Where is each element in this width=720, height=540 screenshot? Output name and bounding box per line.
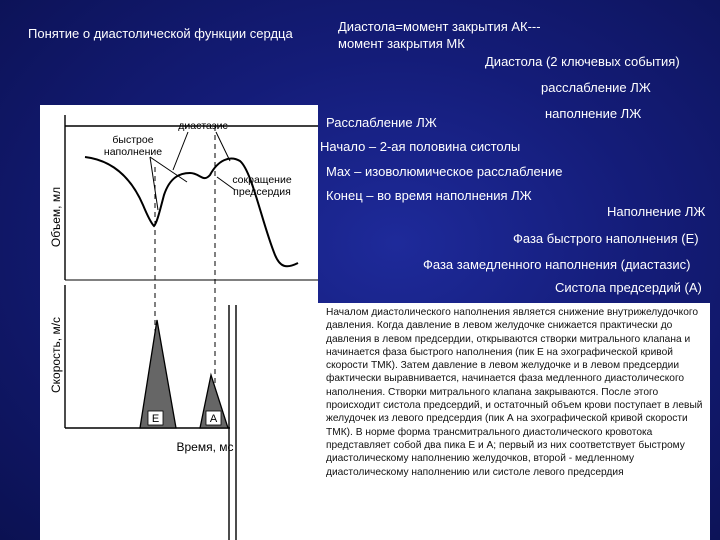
- diastole-definition: [338, 18, 541, 52]
- relaxation-max: Max – изоволюмическое расслабление: [326, 164, 563, 179]
- relaxation-heading: Расслабление ЛЖ: [326, 115, 437, 130]
- relaxation-start: Начало – 2-ая половина систолы: [320, 139, 521, 154]
- key-events-heading: Диастола (2 ключевых события): [485, 54, 680, 69]
- definition-line-2: момент закрытия МК: [338, 36, 465, 51]
- event-filling: наполнение ЛЖ: [545, 106, 642, 121]
- explanation-paragraph: Началом диастолического наполнения является снижение внутрижелудочкого давления. Когда давление в левом желудочке снижается практически до давления в левом предсердии, открываются створки митрального клапана и начинается фаза быстрого наполнения (пик Е на эхографической кривой скорости ТМК). Затем давление в левом желудочке и в левом предсердии фактически выравнивается, начинается фаза медленного диастолического наполнения. Створки митрального клапана закрываются. После этого происходит систола предсердий, и остаточный объем крови поступает в левый желудочек из левого предсердия (пик А на эхографической кривой скорости ТМК). В норме форма трансмитрального диастолического кровотока представляет собой два пика Е и А; первый из них соответствует быстрому диастолическому наполнению желудочков, второй - медленному диастолическому наполнению или систоле левого предсердия: [318, 303, 710, 540]
- relaxation-end: Конец – во время наполнения ЛЖ: [326, 188, 532, 203]
- rapid-filling-pointer-1: [150, 157, 158, 210]
- slide-title: Понятие о диастолической функции сердца: [28, 26, 293, 41]
- diastasis-pointer-1: [173, 132, 188, 170]
- phase-atrial: Систола предсердий (А): [555, 280, 702, 295]
- atrial-contraction-label-2: предсердия: [233, 186, 291, 198]
- rapid-filling-label-2: наполнение: [103, 146, 163, 158]
- phase-rapid: Фаза быстрого наполнения (Е): [513, 231, 699, 246]
- event-relaxation: расслабление ЛЖ: [541, 80, 651, 95]
- atrial-contraction-label-1: сокращение: [232, 174, 292, 186]
- e-peak-label: Е: [151, 413, 160, 425]
- rapid-filling-pointer-2: [150, 157, 187, 182]
- velocity-axis-label: Скорость, м/с: [49, 316, 63, 394]
- a-peak-label: А: [209, 413, 218, 425]
- diastole-figure: [40, 105, 318, 540]
- diastasis-pointer-2: [216, 132, 230, 161]
- diastole-diagram: [40, 105, 318, 540]
- phase-slow: Фаза замедленного наполнения (диастазис): [423, 257, 691, 272]
- rapid-filling-label-1: быстрое: [112, 134, 154, 146]
- diastasis-label: диастазис: [178, 120, 228, 132]
- volume-axis-label: Объем, мл: [49, 186, 63, 248]
- time-axis-label: Время, мс: [176, 440, 234, 454]
- filling-heading: Наполнение ЛЖ: [607, 204, 706, 219]
- definition-line-1: Диастола=момент закрытия АК---: [338, 19, 541, 34]
